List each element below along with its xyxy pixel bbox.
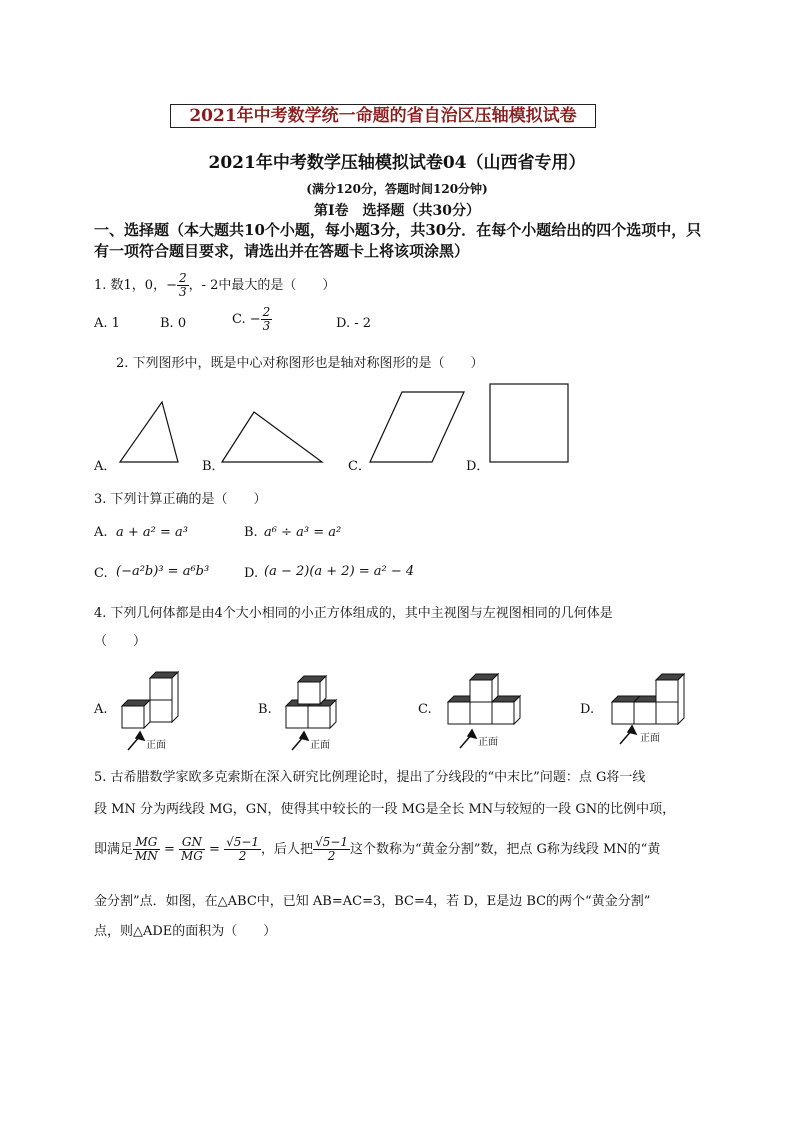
q4-front-label-d: 正面	[640, 733, 660, 744]
q2-label-c: C．	[348, 459, 371, 474]
q1-option-d: D. - 2	[336, 316, 372, 331]
q5-frac-1-den: MN	[135, 849, 158, 863]
exam-series-banner: 2021年中考数学统一命题的省自治区压轴模拟试卷	[170, 104, 596, 128]
q4-front-label-a: 正面	[146, 740, 166, 751]
q5-frac-2-den: MG	[181, 849, 203, 863]
q1-option-c-label: C. −	[232, 312, 261, 327]
q5-frac-golden-1	[224, 836, 261, 863]
q5-frac-1-num: MG	[133, 836, 160, 850]
q1-c-frac-den: 3	[262, 319, 271, 333]
q5-frac-4-den: 2	[327, 849, 336, 863]
q1-option-a: A. 1	[94, 316, 120, 331]
section-instructions: 一、选择题（本大题共10个小题，每小题3分，共30分．在每个小题给出的四个选项中，只有一项符合题目要求，请选出并在答题卡上将该项涂黑）	[94, 221, 702, 260]
q3-option-b-label: B.	[244, 525, 258, 540]
q4-label-c: C.	[418, 702, 432, 717]
q2-figures	[90, 380, 590, 472]
q2-label-b: B．	[202, 459, 225, 474]
q5-frac-3-den: 2	[238, 849, 247, 863]
q3-option-d: (a − 2)(a + 2) = a² − 4	[264, 564, 415, 579]
q1-option-b: B. 0	[160, 316, 187, 331]
q1-option-c	[232, 306, 272, 333]
q5-line-4: 金分割”点．如图，在△ABC中，已知 AB=AC=3，BC=4，若 D，E是边 BC的两个“黄金分割”	[94, 894, 651, 909]
q4-solid-b	[286, 676, 336, 728]
q1-option-c-fraction	[261, 306, 273, 333]
q5-line-3	[94, 836, 660, 863]
part-heading: 第Ⅰ卷 选择题（共30分）	[313, 203, 481, 219]
page-title: 2021年中考数学压轴模拟试卷04（山西省专用）	[208, 153, 586, 173]
q4-front-label-b: 正面	[310, 740, 330, 751]
q5-line-5: 点，则△ADE的面积为（ ）	[94, 924, 277, 939]
q5-frac-gn-mg	[179, 836, 205, 863]
q2-parallelogram-c	[370, 392, 464, 462]
q5-line-3-end: 这个数称为“黄金分割”数，把点 G称为线段 MN的“黄	[350, 842, 661, 857]
q1-frac-den: 3	[178, 285, 187, 299]
question-4-paren: （ ）	[94, 634, 147, 649]
q5-line-2: 段 MN 分为两线段 MG，GN，使得其中较长的一段 MG是全长 MN与较短的一段 GN的比例中项，	[94, 802, 676, 817]
q5-frac-3-num: √5−1	[226, 835, 260, 849]
q1-fraction	[177, 272, 189, 299]
q4-figures	[90, 660, 710, 756]
q5-eq-2: =	[209, 842, 220, 857]
q5-line-3-start: 即满足	[94, 842, 134, 857]
q4-front-arrows	[128, 726, 636, 750]
q4-label-d: D.	[580, 702, 595, 717]
q5-frac-mg-mn	[133, 836, 160, 863]
q3-option-c-label: C.	[94, 566, 108, 581]
q2-label-a: A．	[94, 459, 117, 474]
q5-eq-1: =	[163, 842, 175, 857]
q5-line-1: 5. 古希腊数学家欧多克索斯在深入研究比例理论时，提出了分线段的“中末比”问题：点 G将一线	[94, 770, 646, 785]
question-2-stem: 2. 下列图形中，既是中心对称图形也是轴对称图形的是（ ）	[116, 356, 484, 371]
q4-front-label-c: 正面	[478, 737, 498, 748]
q1-stem-end: ，- 2中最大的是（ ）	[188, 278, 336, 293]
q2-triangle-b	[222, 412, 322, 462]
q4-solid-a	[122, 672, 178, 728]
q3-option-d-label: D.	[244, 566, 259, 581]
q1-c-frac-num: 2	[262, 305, 271, 319]
q4-label-a: A.	[94, 702, 108, 717]
exam-rules: (满分120分，答题时间120分钟)	[306, 182, 488, 196]
q4-solid-d	[612, 674, 684, 724]
q4-label-b: B.	[258, 702, 272, 717]
question-4-stem: 4. 下列几何体都是由4个大小相同的小正方体组成的，其中主视图与左视图相同的几何体是	[94, 606, 613, 621]
q1-frac-num: 2	[178, 271, 187, 285]
q2-label-d: D．	[466, 459, 490, 474]
q4-solid-c	[448, 674, 520, 724]
q5-frac-2-num: GN	[179, 836, 205, 850]
question-3-stem: 3. 下列计算正确的是（ ）	[94, 492, 267, 507]
q3-option-b: a⁶ ÷ a³ = a²	[264, 525, 342, 540]
q5-frac-4-num: √5−1	[315, 835, 349, 849]
q3-option-a: a + a² = a³	[116, 525, 188, 540]
q5-line-3-mid: ，后人把	[261, 842, 314, 857]
q3-option-c: (−a²b)³ = a⁶b³	[116, 564, 210, 579]
q3-option-a-label: A.	[94, 525, 108, 540]
q2-square-d	[490, 384, 568, 462]
question-1-stem	[94, 272, 335, 299]
q5-frac-golden-2	[313, 836, 350, 863]
q2-triangle-a	[120, 402, 178, 462]
q1-stem-start: 1. 数1，0，−	[94, 278, 177, 293]
